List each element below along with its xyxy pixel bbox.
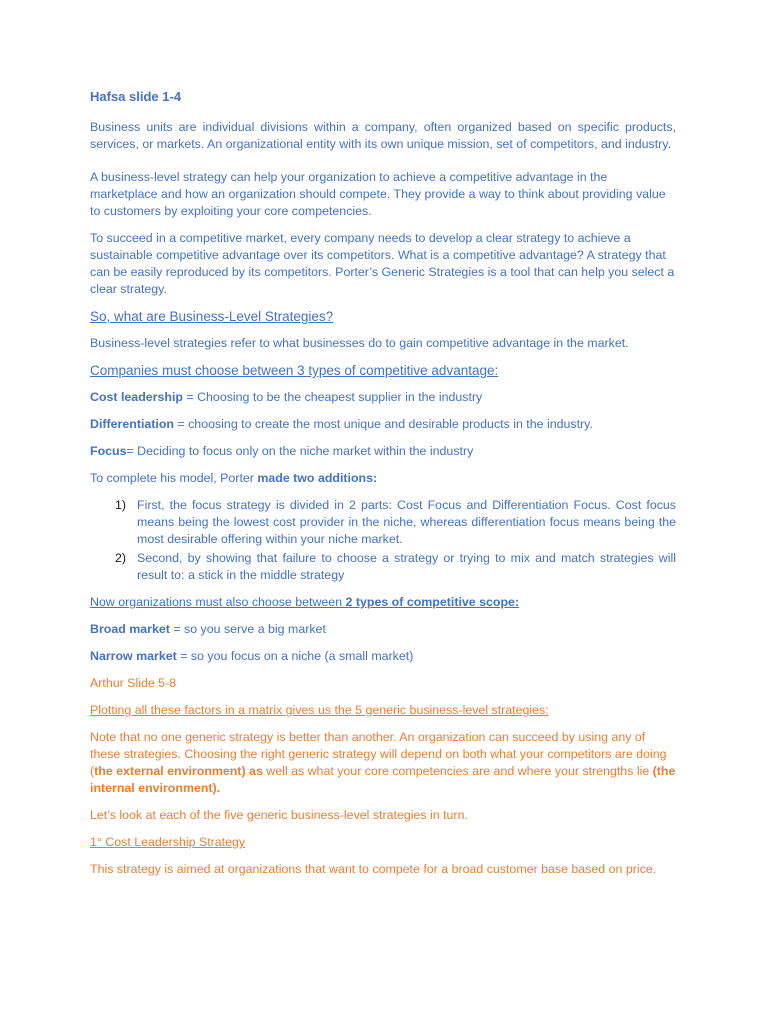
paragraph-plotting-matrix: Plotting all these factors in a matrix gives us the 5 generic business-level strategies: [90,703,549,717]
heading-competitive-advantage: Companies must choose between 3 types of competitive advantage: [90,363,499,378]
heading-cost-leadership-strategy: 1° Cost Leadership Strategy [90,835,246,849]
term-differentiation: Differentiation [90,417,174,431]
note-bold-1: the external environment) as [94,764,263,778]
definition-broad-market [90,621,676,638]
note-text-2: well as what your core competencies are and where your strengths lie [262,764,653,778]
document-title: Hafsa slide 1-4 [90,89,182,104]
paragraph-competitive-scope [90,594,676,611]
document-page [90,88,676,888]
section-title-arthur: Arthur Slide 5-8 [90,676,177,690]
term-broad-market: Broad market [90,622,170,636]
list-item [90,497,676,548]
paragraph-business-level-strategy: A business-level strategy can help your organization to achieve a competitive advantage in the marketplace and how an organization should compete. They provide a way to think about providing value to customers by exploiting your core competencies. [90,170,666,218]
definition-text: = Deciding to focus only on the niche market within the industry [126,444,474,458]
definition-focus [90,443,676,460]
definition-narrow-market [90,648,676,665]
porter-intro-text: To complete his model, Porter [90,471,258,485]
paragraph-cost-leadership-strategy: This strategy is aimed at organizations that want to compete for a broad customer base based on price. [90,862,657,876]
list-item [90,550,676,584]
definition-text: = Choosing to be the cheapest supplier in the industry [182,390,483,404]
scope-bold: 2 types of competitive scope: [345,595,520,609]
paragraph-note-generic-strategy [90,729,676,797]
definition-differentiation [90,416,676,433]
paragraph-business-units: Business units are individual divisions within a company, often organized based on specific products, services, or markets. An organizational entity with its own unique mission, set of competitors, and industry. [90,120,676,151]
list-item-text: Second, by showing that failure to choose a strategy or trying to mix and match strategies will result to: a stick in the middle strategy [137,551,676,582]
term-cost-leadership: Cost leadership [90,390,183,404]
definition-cost-leadership [90,389,676,406]
paragraph-porter-additions [90,470,676,487]
paragraph-competitive-market: To succeed in a competitive market, every company needs to develop a clear strategy to achieve a sustainable competitive advantage over its competitors. What is a competitive advantage? A strategy that can be easily reproduced by its competitors. Porter’s Generic Strategies is a tool that can help you select a clear strategy. [90,231,675,296]
term-focus: Focus [90,444,127,458]
scope-text: Now organizations must also choose between [90,595,346,609]
paragraph-business-level-definition: Business-level strategies refer to what businesses do to gain competitive advantage in the market. [90,336,629,350]
list-item-text: First, the focus strategy is divided in 2 parts: Cost Focus and Differentiation Focus. Cost focus means being the lowest cost provider in the niche, whereas differentiation focus means being the most desirable offering within your niche market. [137,498,676,546]
definition-text: = so you serve a big market [169,622,326,636]
porter-additions-list [90,497,676,584]
porter-intro-bold: made two additions: [257,471,378,485]
note-bold-2: (the internal environment). [90,764,676,795]
paragraph-lets-look: Let’s look at each of the five generic business-level strategies in turn. [90,808,468,822]
term-narrow-market: Narrow market [90,649,177,663]
heading-business-level-strategies: So, what are Business-Level Strategies? [90,309,334,324]
definition-text: = so you focus on a niche (a small market) [176,649,414,663]
definition-text: = choosing to create the most unique and desirable products in the industry. [173,417,593,431]
list-number: 1) [115,498,127,512]
list-number: 2) [115,551,127,565]
note-text-1: Note that no one generic strategy is better than another. An organization can succeed by using any of these strategies. Choosing the right generic strategy will depend on both what your competitors are doing ( [90,730,667,778]
